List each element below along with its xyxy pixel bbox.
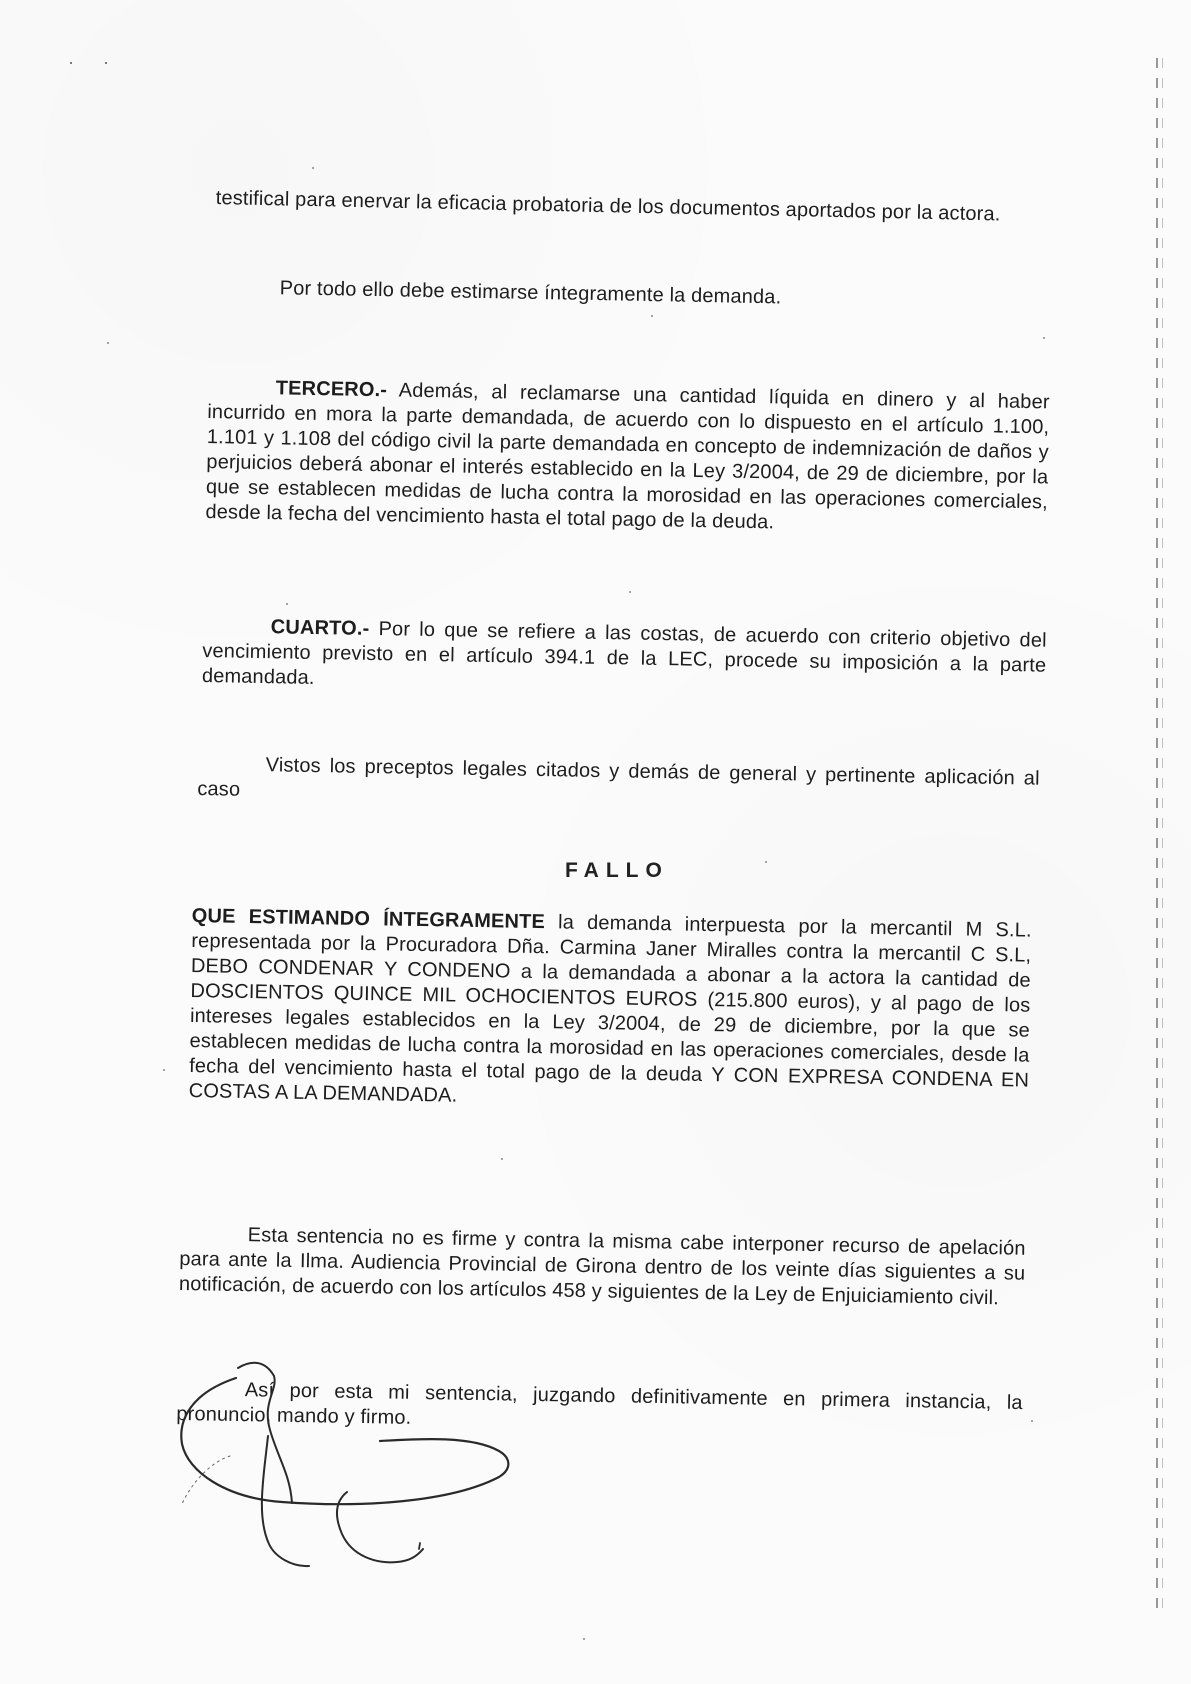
paragraph-2 (212, 275, 1052, 315)
speck (765, 861, 767, 863)
paragraph-cuarto-text (202, 614, 1047, 704)
speck (629, 591, 631, 593)
speck (583, 1638, 585, 1640)
signature-drawing (166, 1348, 556, 1578)
paragraph-fallo-text (189, 904, 1032, 1119)
cuarto-body: Por lo que se refiere a las costas, de acuerdo con criterio objetivo del vencimiento previsto en el artículo 394.1 de la LEC, procede su imposición a la parte demandada. (201, 618, 1047, 689)
paragraph-2-text: Por todo ello debe estimarse íntegramente la demanda. (279, 277, 782, 309)
speck (107, 342, 109, 344)
fallo-body: la demanda interpuesta por la mercantil M S.L. representada por la Procuradora Dña. Carmina Janer Miralles contra la mercantil C S.L, DEBO CONDENAR Y CONDENO a la demandada a abonar a la actora la cantidad de DOSCIENTOS QUINCE MIL OCHOCIENTOS EUROS (215.800 euros), y al pago de los intereses legales establecidos en la Ley 3/2004, de 29 de diciembre, por la que se establecen medidas de lucha contra la morosidad en las operaciones comerciales, desde la fecha del vencimiento hasta el total pago de la deuda Y CON EXPRESA CONDENA EN COSTAS A LA DEMANDADA. (188, 911, 1032, 1107)
speck (312, 167, 314, 169)
right-scan-edge (1156, 58, 1158, 1608)
paragraph-tercero (205, 375, 1050, 540)
speck (1043, 337, 1045, 339)
speck (651, 315, 653, 317)
cuarto-label: CUARTO.- (270, 616, 370, 640)
paragraph-tercero-text (205, 375, 1050, 540)
paragraph-fallo (189, 904, 1032, 1119)
paragraph-firmo-text: Así por esta mi sentencia, juzgando definitivamente en primera instancia, la pronuncio, mando y firmo. (176, 1379, 1023, 1429)
paragraph-1-text: testifical para enervar la eficacia probatoria de los documentos aportados por la actora. (215, 186, 1001, 226)
tercero-body: Además, al reclamarse una cantidad líquida en dinero y al haber incurrido en mora la parte demandada, de acuerdo con lo dispuesto en el artículo 1.100, 1.101 y 1.108 del código civil la parte demandada en concepto de indemnización de daños y perjuicios deberá abonar el interés establecido en la Ley 3/2004, de 29 de diciembre, por la que se establecen medidas de lucha contra la morosidad en las operaciones comerciales, desde la fecha del vencimiento hasta el total pago de la deuda. (205, 379, 1050, 534)
speck (1031, 1420, 1033, 1422)
paragraph-recurso-text: Esta sentencia no es firme y contra la misma cabe interponer recurso de apelación para ante la Ilma. Audiencia Provincial de Girona dentro de los veinte días siguientes a su notificación, de acuerdo con los artículos 458 y siguientes de la Ley de Enjuiciamiento civil. (178, 1224, 1026, 1310)
paragraph-recurso (179, 1222, 1026, 1312)
tercero-label: TERCERO.- (275, 377, 388, 402)
paragraph-cuarto (202, 614, 1047, 704)
fallo-heading: FALLO (565, 859, 669, 882)
speck (286, 603, 288, 605)
paragraph-1 (215, 186, 1055, 229)
signature-mark (166, 1348, 556, 1578)
fallo-lead: QUE ESTIMANDO ÍNTEGRAMENTE (191, 904, 546, 934)
top-scan-marks: · · (68, 52, 121, 72)
paragraph-vistos (197, 752, 1040, 817)
paragraph-vistos-text: Vistos los preceptos legales citados y demás de general y pertinente aplicación al caso (197, 754, 1040, 801)
right-scan-edge-secondary (1162, 58, 1163, 1608)
speck (501, 1158, 503, 1160)
speck (163, 1069, 165, 1071)
